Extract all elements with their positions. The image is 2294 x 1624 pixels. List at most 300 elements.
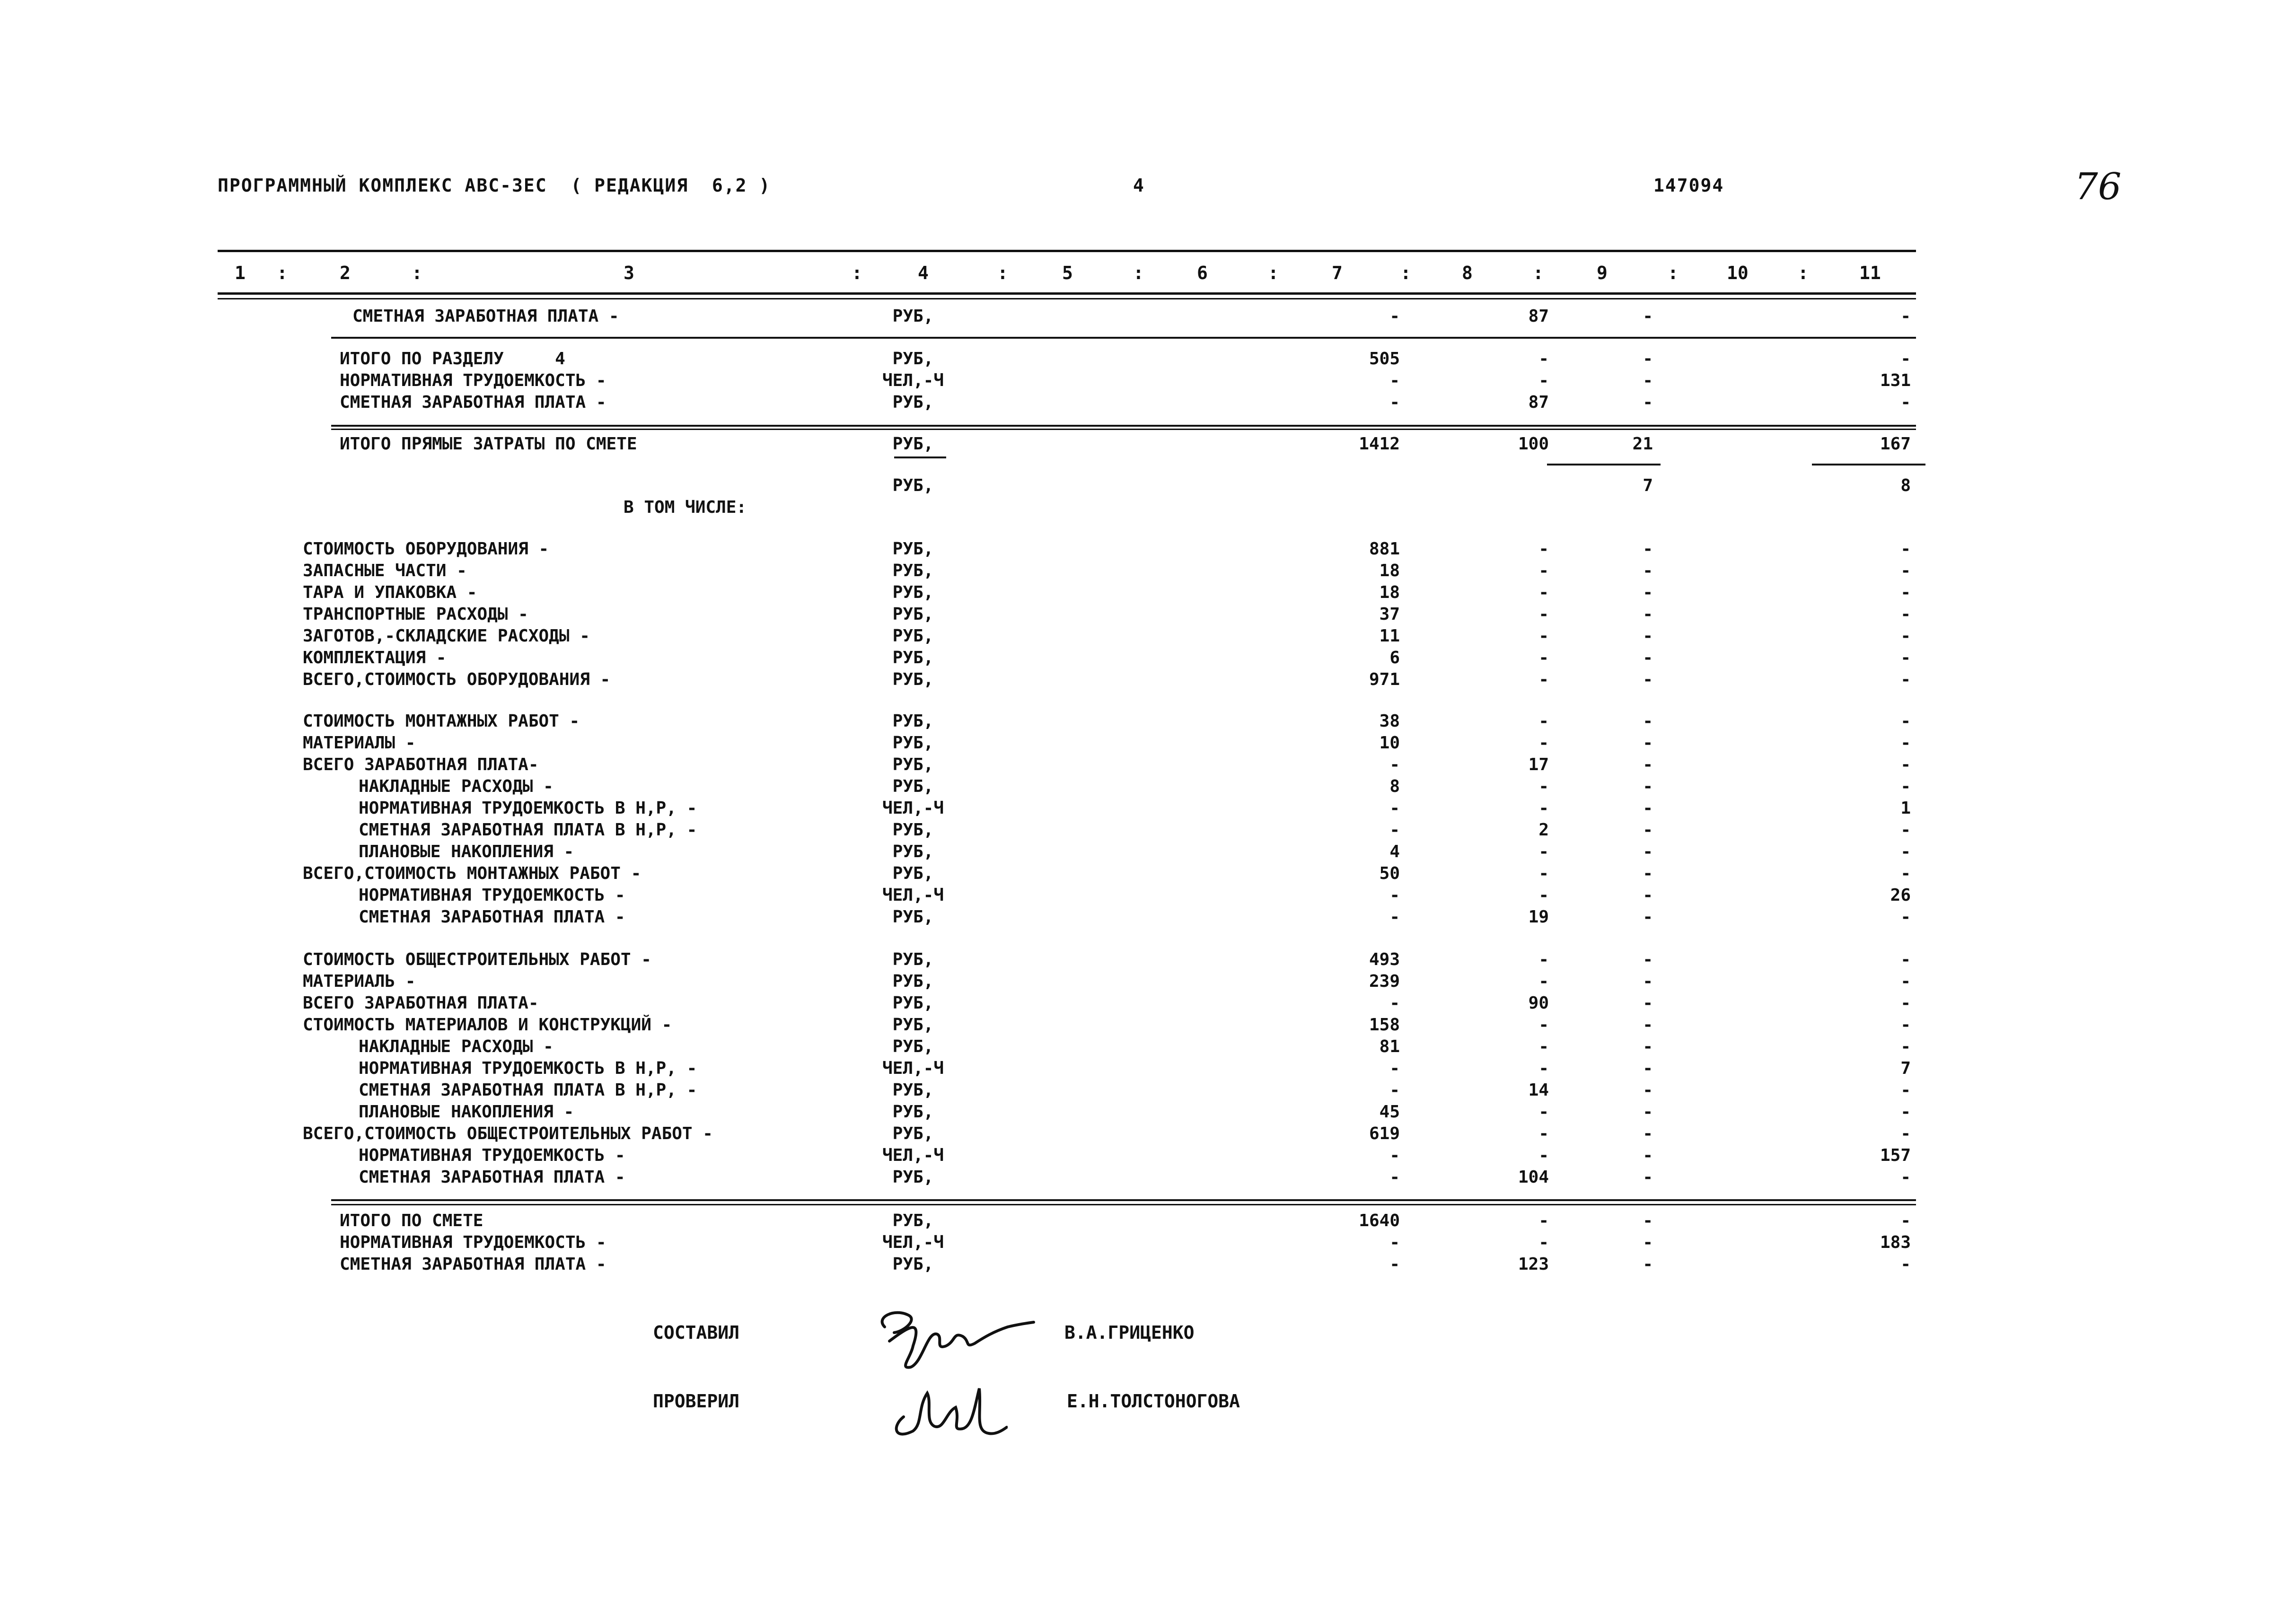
column-header-11: 11 [1859, 263, 1881, 283]
row-label: СТОИМОСТЬ ОБОРУДОВАНИЯ - [303, 539, 549, 559]
cell-col9: - [1643, 1015, 1653, 1035]
table-row [0, 799, 2294, 820]
row-label: ВСЕГО ЗАРАБОТНАЯ ПЛАТА- [303, 755, 539, 774]
compiled-by-label: СОСТАВИЛ [653, 1322, 740, 1343]
cell-col9: - [1643, 307, 1653, 326]
cell-col9: - [1643, 1255, 1653, 1274]
table-row [0, 349, 2294, 371]
table-row [0, 539, 2294, 561]
column-separator: : [1133, 263, 1144, 283]
row-label: МАТЕРИАЛЫ - [303, 733, 416, 753]
row-label: НАКЛАДНЫЕ РАСХОДЫ - [359, 777, 554, 796]
table-row [0, 1146, 2294, 1168]
row-label: В ТОМ ЧИСЛЕ: [624, 498, 747, 517]
cell-col8: - [1538, 972, 1549, 991]
table-row [0, 820, 2294, 842]
page-number: 76 [2074, 166, 2122, 208]
row-label: ВСЕГО,СТОИМОСТЬ ОБОРУДОВАНИЯ - [303, 670, 611, 689]
row-unit: РУБ, [892, 307, 934, 326]
column-separator: : [852, 263, 862, 283]
section-rule [331, 1204, 1916, 1205]
row-label: СТОИМОСТЬ ОБЩЕСТРОИТЕЛЬНЫХ РАБОТ - [303, 950, 651, 969]
cell-col7: - [1389, 1146, 1400, 1165]
table-row [0, 648, 2294, 670]
table-row [0, 1168, 2294, 1189]
table-row [0, 1102, 2294, 1124]
column-separator: : [1400, 263, 1411, 283]
row-label: ВСЕГО,СТОИМОСТЬ ОБЩЕСТРОИТЕЛЬНЫХ РАБОТ - [303, 1124, 713, 1143]
cell-col9: - [1643, 820, 1653, 840]
cell-col11: - [1900, 349, 1911, 369]
row-label: НОРМАТИВНАЯ ТРУДОЕМКОСТЬ - [359, 886, 625, 905]
cell-col8: - [1538, 1015, 1549, 1035]
table-header-rule [218, 292, 1916, 295]
table-row [0, 561, 2294, 583]
cell-col11: 26 [1890, 886, 1911, 905]
cell-col9: - [1643, 842, 1653, 861]
cell-col8: - [1538, 1233, 1549, 1252]
cell-col9: - [1643, 799, 1653, 818]
table-row [0, 1015, 2294, 1037]
cell-col9: - [1643, 777, 1653, 796]
cell-col9: - [1643, 972, 1653, 991]
row-unit: РУБ, [892, 777, 934, 796]
column-header-2: 2 [340, 263, 351, 283]
compiled-by-name: В.А.ГРИЦЕНКО [1064, 1322, 1195, 1343]
cell-col11: 1 [1900, 799, 1911, 818]
cell-col7: 158 [1369, 1015, 1400, 1035]
row-unit: РУБ, [892, 907, 934, 927]
cell-col7: 881 [1369, 539, 1400, 559]
row-label: СМЕТНАЯ ЗАРАБОТНАЯ ПЛАТА - [359, 1168, 625, 1187]
table-row [0, 972, 2294, 993]
cell-col8: 100 [1518, 434, 1549, 454]
cell-col8: - [1538, 1102, 1549, 1122]
row-unit: РУБ, [892, 711, 934, 731]
cell-col11: - [1900, 605, 1911, 624]
cell-col8: - [1538, 539, 1549, 559]
cell-col8: 2 [1538, 820, 1549, 840]
row-label: СТОИМОСТЬ МОНТАЖНЫХ РАБОТ - [303, 711, 580, 731]
cell-col8: - [1538, 864, 1549, 883]
cell-col8: 14 [1528, 1080, 1549, 1100]
section-rule [331, 337, 1916, 339]
cell-col11: - [1900, 670, 1911, 689]
cell-col9: - [1643, 670, 1653, 689]
cell-col8: 104 [1518, 1168, 1549, 1187]
table-row [0, 626, 2294, 648]
row-label: ВСЕГО ЗАРАБОТНАЯ ПЛАТА- [303, 993, 539, 1013]
cell-col11: 183 [1880, 1233, 1911, 1252]
cell-col11: - [1900, 648, 1911, 667]
row-label: НОРМАТИВНАЯ ТРУДОЕМКОСТЬ - [340, 1233, 606, 1252]
cell-col7: 10 [1379, 733, 1400, 753]
section-rule [331, 1199, 1916, 1201]
row-unit: РУБ, [892, 1080, 934, 1100]
cell-col8: - [1538, 1146, 1549, 1165]
cell-col11: - [1900, 907, 1911, 927]
row-label: ЗАПАСНЫЕ ЧАСТИ - [303, 561, 467, 580]
row-unit: ЧЕЛ,-Ч [882, 1233, 944, 1252]
row-label: СМЕТНАЯ ЗАРАБОТНАЯ ПЛАТА - [340, 393, 606, 412]
cell-col9: - [1643, 371, 1653, 390]
cell-col11: 8 [1900, 476, 1911, 495]
row-unit: РУБ, [892, 1037, 934, 1056]
row-label: НОРМАТИВНАЯ ТРУДОЕМКОСТЬ - [340, 371, 606, 390]
cell-col11: - [1900, 1037, 1911, 1056]
estimate-code: 147094 [1653, 175, 1724, 196]
table-row [0, 733, 2294, 755]
column-separator: : [1268, 263, 1279, 283]
cell-col11: - [1900, 1255, 1911, 1274]
cell-col8: - [1538, 1124, 1549, 1143]
row-unit: РУБ, [892, 842, 934, 861]
cell-col7: - [1389, 886, 1400, 905]
cell-col11: - [1900, 626, 1911, 646]
subtotal-rule [894, 456, 946, 458]
cell-col11: - [1900, 1102, 1911, 1122]
table-row [0, 670, 2294, 692]
cell-col11: 7 [1900, 1059, 1911, 1078]
cell-col11: - [1900, 1015, 1911, 1035]
signature-checked-image [885, 1374, 1008, 1445]
cell-col8: - [1538, 626, 1549, 646]
table-row [0, 777, 2294, 799]
row-unit: ЧЕЛ,-Ч [882, 1146, 944, 1165]
row-label: ПЛАНОВЫЕ НАКОПЛЕНИЯ - [359, 1102, 574, 1122]
cell-col7: 37 [1379, 605, 1400, 624]
cell-col11: 167 [1880, 434, 1911, 454]
column-header-6: 6 [1197, 263, 1208, 283]
table-row [0, 1080, 2294, 1102]
cell-col11: - [1900, 1080, 1911, 1100]
cell-col9: 21 [1632, 434, 1653, 454]
column-separator: : [997, 263, 1008, 283]
section-rule [331, 425, 1916, 427]
row-label: ЗАГОТОВ,-СКЛАДСКИЕ РАСХОДЫ - [303, 626, 590, 646]
program-header: ПРОГРАММНЫЙ КОМПЛЕКС АВС-3ЕС ( РЕДАКЦИЯ 6,2 ) [218, 175, 771, 196]
cell-col9: - [1643, 950, 1653, 969]
cell-col9: - [1643, 993, 1653, 1013]
cell-col7: 38 [1379, 711, 1400, 731]
column-header-4: 4 [918, 263, 929, 283]
cell-col9: - [1643, 605, 1653, 624]
cell-col7: 493 [1369, 950, 1400, 969]
cell-col7: - [1389, 755, 1400, 774]
row-label: СМЕТНАЯ ЗАРАБОТНАЯ ПЛАТА - [359, 907, 625, 927]
cell-col9: - [1643, 539, 1653, 559]
table-row [0, 886, 2294, 907]
table-row [0, 583, 2294, 605]
table-row [0, 393, 2294, 414]
cell-col8: - [1538, 842, 1549, 861]
cell-col8: - [1538, 670, 1549, 689]
row-label: ИТОГО ПО РАЗДЕЛУ 4 [340, 349, 565, 369]
cell-col7: - [1389, 393, 1400, 412]
signature-compiled-image [866, 1299, 1036, 1379]
row-unit: РУБ, [892, 648, 934, 667]
cell-col7: 6 [1389, 648, 1400, 667]
cell-col11: - [1900, 393, 1911, 412]
cell-col8: - [1538, 711, 1549, 731]
section-rule [331, 429, 1916, 430]
cell-col9: - [1643, 733, 1653, 753]
cell-col9: - [1643, 1168, 1653, 1187]
cell-col9: - [1643, 561, 1653, 580]
cell-col8: 87 [1528, 393, 1549, 412]
cell-col9: - [1643, 1059, 1653, 1078]
row-label: ВСЕГО,СТОИМОСТЬ МОНТАЖНЫХ РАБОТ - [303, 864, 642, 883]
cell-col9: - [1643, 1080, 1653, 1100]
table-header-rule-2 [218, 298, 1916, 299]
row-unit: РУБ, [892, 1255, 934, 1274]
cell-col11: - [1900, 1168, 1911, 1187]
subtotal-rule [1547, 464, 1661, 465]
cell-col9: - [1643, 1233, 1653, 1252]
cell-col11: - [1900, 561, 1911, 580]
cell-col11: - [1900, 307, 1911, 326]
cell-col9: - [1643, 626, 1653, 646]
cell-col11: 157 [1880, 1146, 1911, 1165]
table-top-rule [218, 250, 1916, 252]
row-unit: РУБ, [892, 626, 934, 646]
column-header-8: 8 [1462, 263, 1473, 283]
cell-col8: - [1538, 349, 1549, 369]
table-row [0, 1233, 2294, 1255]
row-label: НОРМАТИВНАЯ ТРУДОЕМКОСТЬ - [359, 1146, 625, 1165]
cell-col11: - [1900, 820, 1911, 840]
cell-col9: - [1643, 886, 1653, 905]
table-row [0, 498, 2294, 519]
cell-col11: 131 [1880, 371, 1911, 390]
cell-col8: - [1538, 777, 1549, 796]
row-label: КОМПЛЕКТАЦИЯ - [303, 648, 447, 667]
cell-col7: 18 [1379, 561, 1400, 580]
row-unit: РУБ, [892, 605, 934, 624]
cell-col9: - [1643, 755, 1653, 774]
column-separator: : [412, 263, 422, 283]
row-unit: РУБ, [892, 539, 934, 559]
row-unit: РУБ, [892, 1102, 934, 1122]
subtotal-rule [1812, 464, 1925, 465]
column-separator: : [277, 263, 288, 283]
cell-col7: 1640 [1359, 1211, 1400, 1230]
table-row [0, 1211, 2294, 1233]
row-unit: РУБ, [892, 864, 934, 883]
cell-col8: - [1538, 886, 1549, 905]
row-unit: РУБ, [892, 434, 934, 454]
row-label: ПЛАНОВЫЕ НАКОПЛЕНИЯ - [359, 842, 574, 861]
row-unit: РУБ, [892, 476, 934, 495]
cell-col7: 18 [1379, 583, 1400, 602]
cell-col7: - [1389, 307, 1400, 326]
row-label: ТАРА И УПАКОВКА - [303, 583, 477, 602]
cell-col9: - [1643, 1146, 1653, 1165]
column-separator: : [1533, 263, 1544, 283]
row-label: СМЕТНАЯ ЗАРАБОТНАЯ ПЛАТА - [352, 307, 619, 326]
row-unit: РУБ, [892, 733, 934, 753]
cell-col7: 81 [1379, 1037, 1400, 1056]
table-row [0, 755, 2294, 777]
cell-col8: - [1538, 950, 1549, 969]
column-header-1: 1 [235, 263, 246, 283]
table-row [0, 1059, 2294, 1080]
cell-col8: 19 [1528, 907, 1549, 927]
cell-col7: - [1389, 799, 1400, 818]
cell-col8: - [1538, 1037, 1549, 1056]
row-unit: РУБ, [892, 670, 934, 689]
column-header-9: 9 [1597, 263, 1608, 283]
row-unit: РУБ, [892, 1211, 934, 1230]
cell-col11: - [1900, 950, 1911, 969]
cell-col9: - [1643, 1037, 1653, 1056]
cell-col7: 4 [1389, 842, 1400, 861]
row-label: ИТОГО ПО СМЕТЕ [340, 1211, 483, 1230]
cell-col9: - [1643, 583, 1653, 602]
cell-col7: 505 [1369, 349, 1400, 369]
cell-col7: - [1389, 1059, 1400, 1078]
cell-col7: 619 [1369, 1124, 1400, 1143]
table-row [0, 842, 2294, 864]
cell-col11: - [1900, 993, 1911, 1013]
cell-col9: - [1643, 1124, 1653, 1143]
cell-col7: - [1389, 371, 1400, 390]
row-unit: РУБ, [892, 820, 934, 840]
table-row [0, 864, 2294, 886]
section-number: 4 [1133, 175, 1145, 196]
cell-col11: - [1900, 1211, 1911, 1230]
row-unit: РУБ, [892, 950, 934, 969]
cell-col9: - [1643, 711, 1653, 731]
cell-col7: - [1389, 907, 1400, 927]
row-unit: РУБ, [892, 993, 934, 1013]
cell-col7: 1412 [1359, 434, 1400, 454]
row-unit: РУБ, [892, 583, 934, 602]
row-label: ИТОГО ПРЯМЫЕ ЗАТРАТЫ ПО СМЕТЕ [340, 434, 637, 454]
cell-col8: 87 [1528, 307, 1549, 326]
checked-by-name: Е.Н.ТОЛСТОНОГОВА [1067, 1391, 1240, 1412]
row-unit: РУБ, [892, 561, 934, 580]
row-unit: РУБ, [892, 755, 934, 774]
cell-col8: - [1538, 1059, 1549, 1078]
cell-col8: 90 [1528, 993, 1549, 1013]
row-unit: РУБ, [892, 393, 934, 412]
row-label: СТОИМОСТЬ МАТЕРИАЛОВ И КОНСТРУКЦИЙ - [303, 1015, 672, 1035]
row-unit: РУБ, [892, 1168, 934, 1187]
table-row [0, 950, 2294, 972]
row-unit: ЧЕЛ,-Ч [882, 371, 944, 390]
table-row [0, 371, 2294, 393]
cell-col7: 8 [1389, 777, 1400, 796]
table-row [0, 605, 2294, 626]
table-row [0, 907, 2294, 929]
cell-col7: 971 [1369, 670, 1400, 689]
cell-col8: - [1538, 605, 1549, 624]
row-unit: ЧЕЛ,-Ч [882, 799, 944, 818]
column-separator: : [1668, 263, 1679, 283]
column-header-5: 5 [1062, 263, 1073, 283]
cell-col8: - [1538, 733, 1549, 753]
column-header-7: 7 [1332, 263, 1343, 283]
cell-col8: - [1538, 1211, 1549, 1230]
cell-col7: - [1389, 1233, 1400, 1252]
row-unit: РУБ, [892, 972, 934, 991]
table-row [0, 434, 2294, 456]
cell-col8: 123 [1518, 1255, 1549, 1274]
cell-col9: - [1643, 393, 1653, 412]
row-label: ТРАНСПОРТНЫЕ РАСХОДЫ - [303, 605, 528, 624]
cell-col7: 50 [1379, 864, 1400, 883]
cell-col7: - [1389, 1168, 1400, 1187]
row-unit: РУБ, [892, 349, 934, 369]
cell-col7: - [1389, 1080, 1400, 1100]
cell-col11: - [1900, 583, 1911, 602]
cell-col11: - [1900, 755, 1911, 774]
cell-col8: - [1538, 799, 1549, 818]
cell-col9: - [1643, 648, 1653, 667]
cell-col11: - [1900, 1124, 1911, 1143]
table-row [0, 476, 2294, 498]
cell-col9: - [1643, 349, 1653, 369]
cell-col7: 11 [1379, 626, 1400, 646]
cell-col7: - [1389, 820, 1400, 840]
cell-col9: - [1643, 1102, 1653, 1122]
table-row [0, 993, 2294, 1015]
cell-col11: - [1900, 711, 1911, 731]
table-row [0, 1037, 2294, 1059]
cell-col8: 17 [1528, 755, 1549, 774]
table-row [0, 1255, 2294, 1276]
cell-col9: - [1643, 907, 1653, 927]
cell-col11: - [1900, 972, 1911, 991]
cell-col11: - [1900, 842, 1911, 861]
cell-col7: 239 [1369, 972, 1400, 991]
row-unit: ЧЕЛ,-Ч [882, 886, 944, 905]
row-unit: РУБ, [892, 1015, 934, 1035]
cell-col9: - [1643, 1211, 1653, 1230]
cell-col11: - [1900, 539, 1911, 559]
cell-col7: - [1389, 1255, 1400, 1274]
row-unit: ЧЕЛ,-Ч [882, 1059, 944, 1078]
cell-col11: - [1900, 777, 1911, 796]
table-row [0, 711, 2294, 733]
row-label: МАТЕРИАЛЬ - [303, 972, 416, 991]
cell-col8: - [1538, 371, 1549, 390]
cell-col11: - [1900, 864, 1911, 883]
cell-col7: 45 [1379, 1102, 1400, 1122]
row-unit: РУБ, [892, 1124, 934, 1143]
cell-col9: - [1643, 864, 1653, 883]
cell-col8: - [1538, 561, 1549, 580]
row-label: НАКЛАДНЫЕ РАСХОДЫ - [359, 1037, 554, 1056]
cell-col9: 7 [1643, 476, 1653, 495]
cell-col8: - [1538, 648, 1549, 667]
cell-col7: - [1389, 993, 1400, 1013]
column-header-3: 3 [624, 263, 634, 283]
table-row [0, 307, 2294, 328]
column-separator: : [1798, 263, 1809, 283]
cell-col8: - [1538, 583, 1549, 602]
row-label: НОРМАТИВНАЯ ТРУДОЕМКОСТЬ В Н,Р, - [359, 799, 697, 818]
row-label: НОРМАТИВНАЯ ТРУДОЕМКОСТЬ В Н,Р, - [359, 1059, 697, 1078]
checked-by-label: ПРОВЕРИЛ [653, 1391, 740, 1412]
row-label: СМЕТНАЯ ЗАРАБОТНАЯ ПЛАТА - [340, 1255, 606, 1274]
table-row [0, 1124, 2294, 1146]
column-header-10: 10 [1727, 263, 1749, 283]
cell-col11: - [1900, 733, 1911, 753]
row-label: СМЕТНАЯ ЗАРАБОТНАЯ ПЛАТА В Н,Р, - [359, 820, 697, 840]
row-label: СМЕТНАЯ ЗАРАБОТНАЯ ПЛАТА В Н,Р, - [359, 1080, 697, 1100]
